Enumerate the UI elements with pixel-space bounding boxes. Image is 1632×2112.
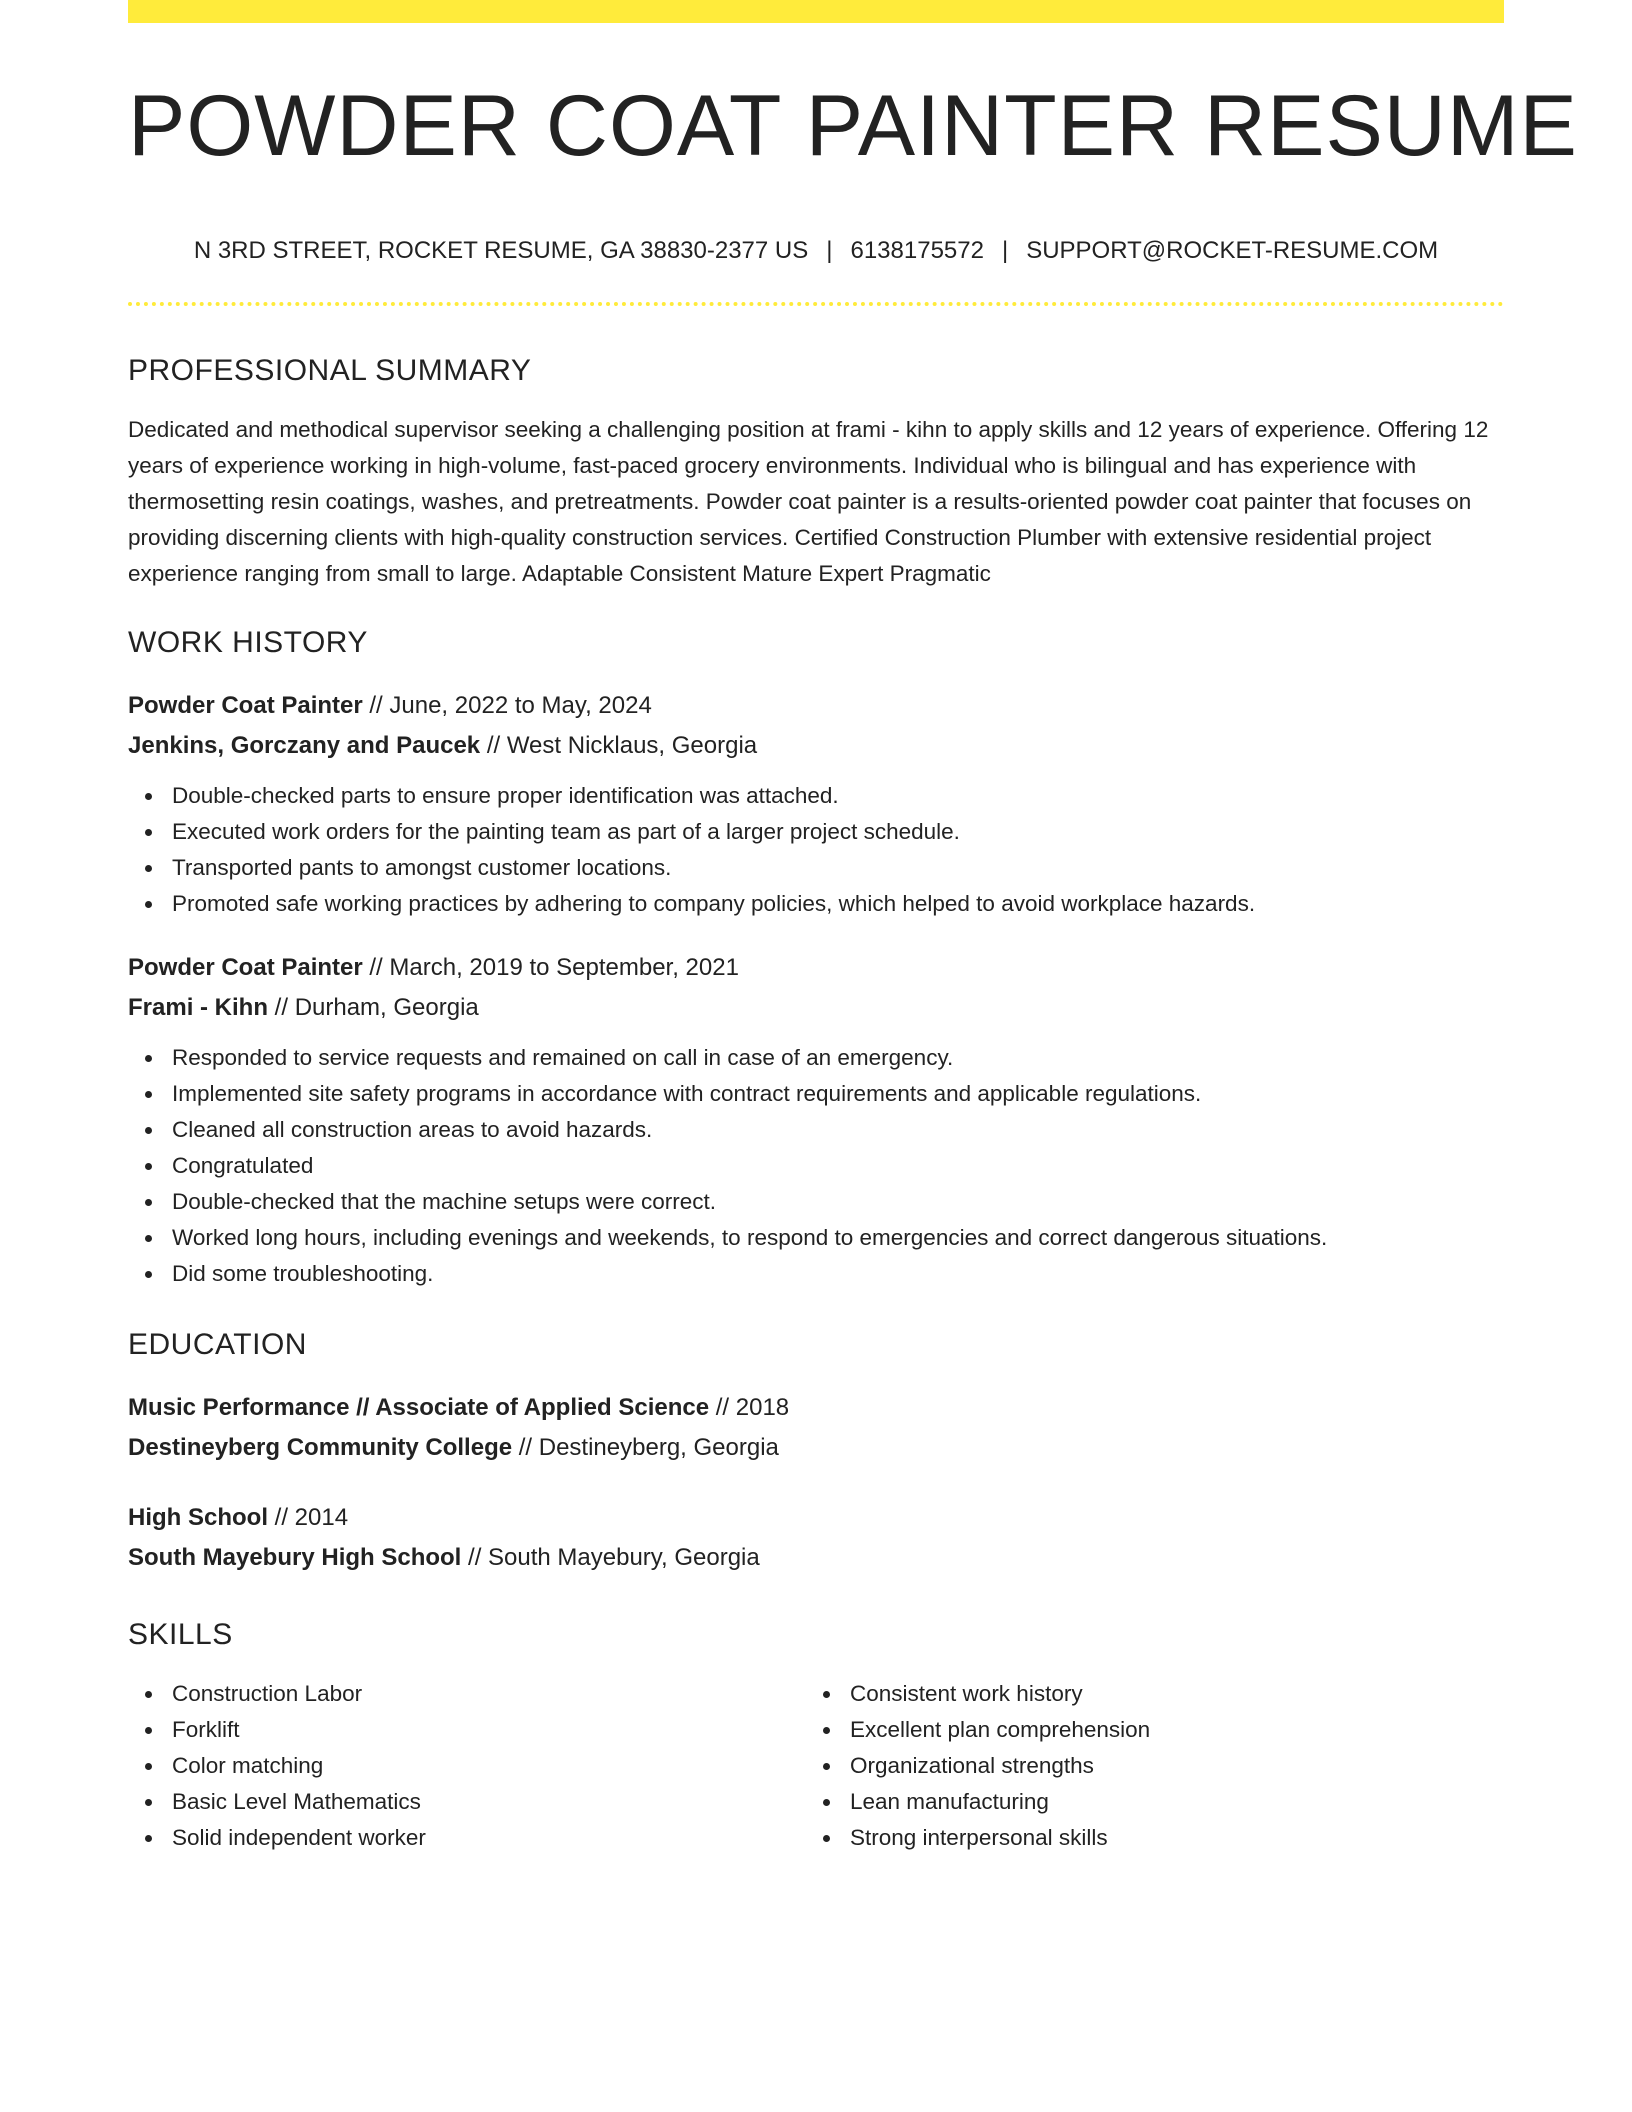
- skills-column-left: [128, 1676, 806, 1856]
- list-item: Excellent plan comprehension: [850, 1712, 1484, 1748]
- section-title-summary: PROFESSIONAL SUMMARY: [128, 354, 532, 387]
- skills-columns: [128, 1676, 1504, 1856]
- job-position: Powder Coat Painter: [128, 692, 363, 719]
- job-position: Powder Coat Painter: [128, 954, 363, 981]
- list-item: Cleaned all construction areas to avoid hazards.: [172, 1112, 1504, 1148]
- contact-line: [128, 239, 1504, 263]
- education-school: Destineyberg Community College: [128, 1434, 513, 1461]
- section-title-education: EDUCATION: [128, 1328, 307, 1361]
- list-item: Promoted safe working practices by adhering to company policies, which helped to avoid workplace hazards.: [172, 886, 1504, 922]
- job-company: Frami - Kihn: [128, 994, 269, 1021]
- education-degree: High School: [128, 1504, 268, 1531]
- accent-bar: [128, 0, 1504, 23]
- list-item: Congratulated: [172, 1148, 1504, 1184]
- skills-list: [128, 1676, 806, 1856]
- job-location: // Durham, Georgia: [268, 994, 479, 1021]
- list-item: Transported pants to amongst customer locations.: [172, 850, 1504, 886]
- list-item: Double-checked that the machine setups were correct.: [172, 1184, 1504, 1220]
- job-dates: // March, 2019 to September, 2021: [362, 954, 739, 981]
- list-item: Responded to service requests and remained on call in case of an emergency.: [172, 1040, 1504, 1076]
- list-item: Double-checked parts to ensure proper identification was attached.: [172, 778, 1504, 814]
- section-title-skills: SKILLS: [128, 1618, 233, 1651]
- education-year: // 2014: [268, 1504, 349, 1531]
- education-degree: Music Performance // Associate of Applied Science: [128, 1394, 710, 1421]
- list-item: Did some troubleshooting.: [172, 1256, 1504, 1292]
- education-location: // South Mayebury, Georgia: [461, 1544, 760, 1571]
- job-title-line: [128, 686, 1504, 726]
- list-item: Basic Level Mathematics: [172, 1784, 806, 1820]
- list-item: Color matching: [172, 1748, 806, 1784]
- job-entry: [128, 686, 1504, 922]
- contact-separator: |: [826, 237, 833, 264]
- list-item: Construction Labor: [172, 1676, 806, 1712]
- job-dates: // June, 2022 to May, 2024: [362, 692, 652, 719]
- list-item: Solid independent worker: [172, 1820, 806, 1856]
- resume-title: POWDER COAT PAINTER RESUME: [128, 78, 1578, 174]
- job-bullets: [128, 778, 1504, 922]
- education-entry: [128, 1498, 1504, 1578]
- dotted-divider: [128, 302, 1504, 306]
- education-location: // Destineyberg, Georgia: [512, 1434, 779, 1461]
- job-location: // West Nicklaus, Georgia: [480, 732, 758, 759]
- education-school: South Mayebury High School: [128, 1544, 462, 1571]
- education-degree-line: [128, 1388, 1504, 1428]
- section-title-work-history: WORK HISTORY: [128, 626, 368, 659]
- contact-phone: 6138175572: [850, 237, 984, 264]
- contact-separator: |: [1001, 237, 1009, 264]
- job-title-line: [128, 948, 1504, 988]
- summary-text: Dedicated and methodical supervisor seeking a challenging position at frami - kihn to apply skills and 12 years of experience. Offering 12 years of experience working in high-volume, fast-paced grocery environments. Individual who is bilingual and has experience with thermosetting resin coatings, washes, and pretreatments. Powder coat painter is a results-oriented powder coat painter that focuses on providing discerning clients with high-quality construction services. Certified Construction Plumber with extensive residential project experience ranging from small to large. Adaptable Consistent Mature Expert Pragmatic: [128, 417, 1489, 586]
- job-company-line: [128, 988, 1504, 1028]
- resume-page: [128, 0, 1578, 1856]
- education-school-line: [128, 1428, 1504, 1468]
- list-item: Lean manufacturing: [850, 1784, 1484, 1820]
- education-entry: [128, 1388, 1504, 1468]
- skills-list: [806, 1676, 1484, 1856]
- education-year: // 2018: [709, 1394, 790, 1421]
- list-item: Strong interpersonal skills: [850, 1820, 1484, 1856]
- job-company: Jenkins, Gorczany and Paucek: [128, 732, 481, 759]
- job-entry: [128, 948, 1504, 1292]
- contact-email: SUPPORT@ROCKET-RESUME.COM: [1026, 237, 1439, 264]
- contact-address: N 3RD STREET, ROCKET RESUME, GA 38830-2377 US: [193, 237, 809, 264]
- list-item: Forklift: [172, 1712, 806, 1748]
- list-item: Organizational strengths: [850, 1748, 1484, 1784]
- job-company-line: [128, 726, 1504, 766]
- education-degree-line: [128, 1498, 1504, 1538]
- list-item: Implemented site safety programs in accordance with contract requirements and applicable regulations.: [172, 1076, 1504, 1112]
- education-school-line: [128, 1538, 1504, 1578]
- skills-column-right: [806, 1676, 1484, 1856]
- list-item: Consistent work history: [850, 1676, 1484, 1712]
- job-bullets: [128, 1040, 1504, 1292]
- list-item: Worked long hours, including evenings and weekends, to respond to emergencies and correct dangerous situations.: [172, 1220, 1504, 1256]
- list-item: Executed work orders for the painting team as part of a larger project schedule.: [172, 814, 1504, 850]
